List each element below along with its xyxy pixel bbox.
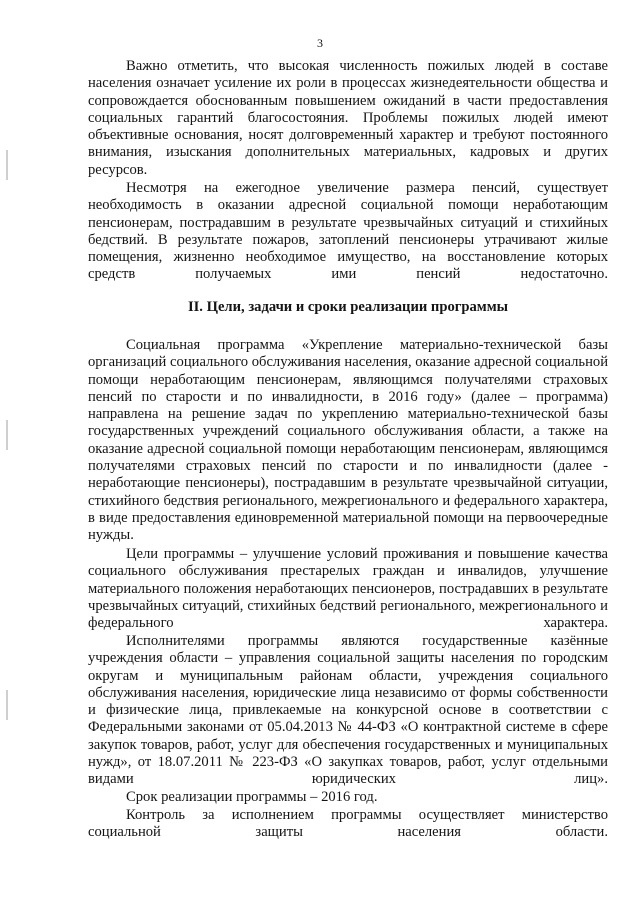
section-heading: II. Цели, задачи и сроки реализации программы: [187, 299, 509, 315]
paragraph-pension-help: Несмотря на ежегодное увеличение размера пенсий, существует необходимость в оказании адресной социальной помощи неработающим пенсионерам, пострадавшим в результате чрезвычайных ситуаций и стихийных бедствий. В результате пожаров, затоплений пенсионеры утрачивают жилые помещения, жизненно необходимое имущество, на восстановление которых средств получаемых ими пенсий недостаточно.: [88, 180, 608, 283]
paragraph-control: Контроль за исполнением программы осуществляет министерство социальной защиты населения области.: [88, 807, 608, 841]
page-number: 3: [317, 36, 323, 50]
binder-hole: [6, 690, 8, 720]
binder-hole: [6, 420, 8, 450]
paragraph-program-description: Социальная программа «Укрепление материально-технической базы организаций социального обслуживания населения, оказание адресной социальной помощи неработающим пенсионерам, являющимся получателями страховых пенсий по старости и по инвалидности, в 2016 году» (далее – программа) направлена на решение задач по укреплению материально-технической базы государственных учреждений социального обслуживания области, а также на оказание адресной социальной помощи неработающим пенсионерам, являющимся получателями страховых пенсий по старости и по инвалидности (далее - неработающие пенсионеры), пострадавшим в результате чрезвычайной ситуации, стихийного бедствия регионального, межрегионального и федерального характера, в виде предоставления единовременной материальной помощи на первоочередные нужды.: [88, 337, 608, 544]
paragraph-executors: Исполнителями программы являются государственные казённые учреждения области – управления социальной защиты населения по городским округам и муниципальным районам области, учреждения социального обслуживания населения, юридические лица независимо от формы собственности и физические лица, привлекаемые на конкурсной основе в соответствии с Федеральными законами от 05.04.2013 № 44-ФЗ «О контрактной системе в сфере закупок товаров, работ, услуг для обеспечения государственных и муниципальных нужд», от 18.07.2011 № 223-ФЗ «О закупках товаров, работ, услуг отдельными видами юридических лиц».: [88, 633, 608, 788]
paragraph-program-goals: Цели программы – улучшение условий проживания и повышение качества социального обслуживания престарелых граждан и инвалидов, улучшение материального положения неработающих пенсионеров, пострадавших в результате чрезвычайных ситуаций, стихийных бедствий регионального, межрегионального и федерального характера.: [88, 546, 608, 632]
paragraph-elderly-role: Важно отметить, что высокая численность пожилых людей в составе населения означает усиление их роли в процессах жизнедеятельности общества и сопровождается обоснованным повышением ожиданий в части предоставления социальных гарантий благосостояния. Проблемы пожилых людей имеют объективные основания, носят долговременный характер и требуют постоянного внимания, изыскания дополнительных материальных, кадровых и других ресурсов.: [88, 58, 608, 178]
paragraph-term: Срок реализации программы – 2016 год.: [126, 789, 378, 805]
binder-hole: [6, 150, 8, 180]
